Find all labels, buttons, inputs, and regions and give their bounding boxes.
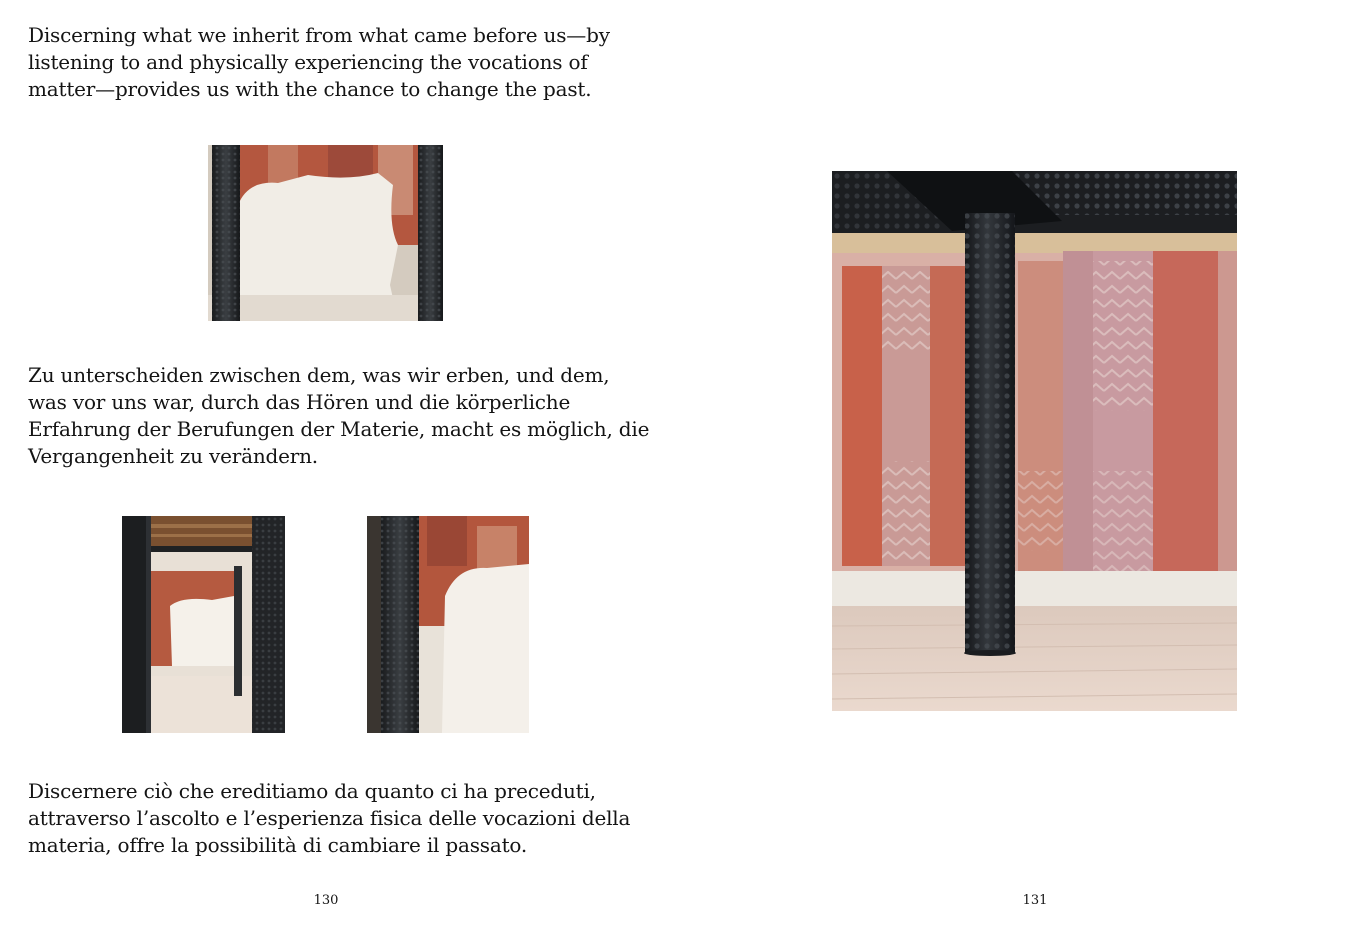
paragraph-italian — [28, 778, 630, 859]
text-line: Discernere ciò che ereditiamo da quanto ci ha preceduti, — [28, 779, 596, 803]
page-number-left: 130 — [313, 893, 339, 908]
paragraph-german — [28, 362, 649, 470]
text-line: was vor uns war, durch das Hören und die körperliche — [28, 390, 571, 414]
page-number-right: 131 — [1022, 893, 1048, 908]
text-line: attraverso l’ascolto e l’esperienza fisica delle vocazioni della — [28, 806, 631, 830]
photo-column-passage — [122, 516, 285, 733]
text-line: listening to and physically experiencing the vocations of — [28, 50, 588, 74]
text-line: Vergangenheit zu verändern. — [28, 444, 318, 468]
photo-fresco-wall-column — [832, 171, 1237, 711]
text-line: Erfahrung der Berufungen der Materie, macht es möglich, die — [28, 417, 650, 441]
text-line: matter—provides us with the chance to change the past. — [28, 77, 592, 101]
paragraph-english — [28, 22, 610, 103]
photo-column-fresco-detail — [367, 516, 529, 733]
text-line: Zu unterscheiden zwischen dem, was wir erben, und dem, — [28, 363, 610, 387]
text-line: Discerning what we inherit from what came before us—by — [28, 23, 610, 47]
photo-fresco-columns — [208, 145, 443, 321]
text-line: materia, offre la possibilità di cambiare il passato. — [28, 833, 528, 857]
